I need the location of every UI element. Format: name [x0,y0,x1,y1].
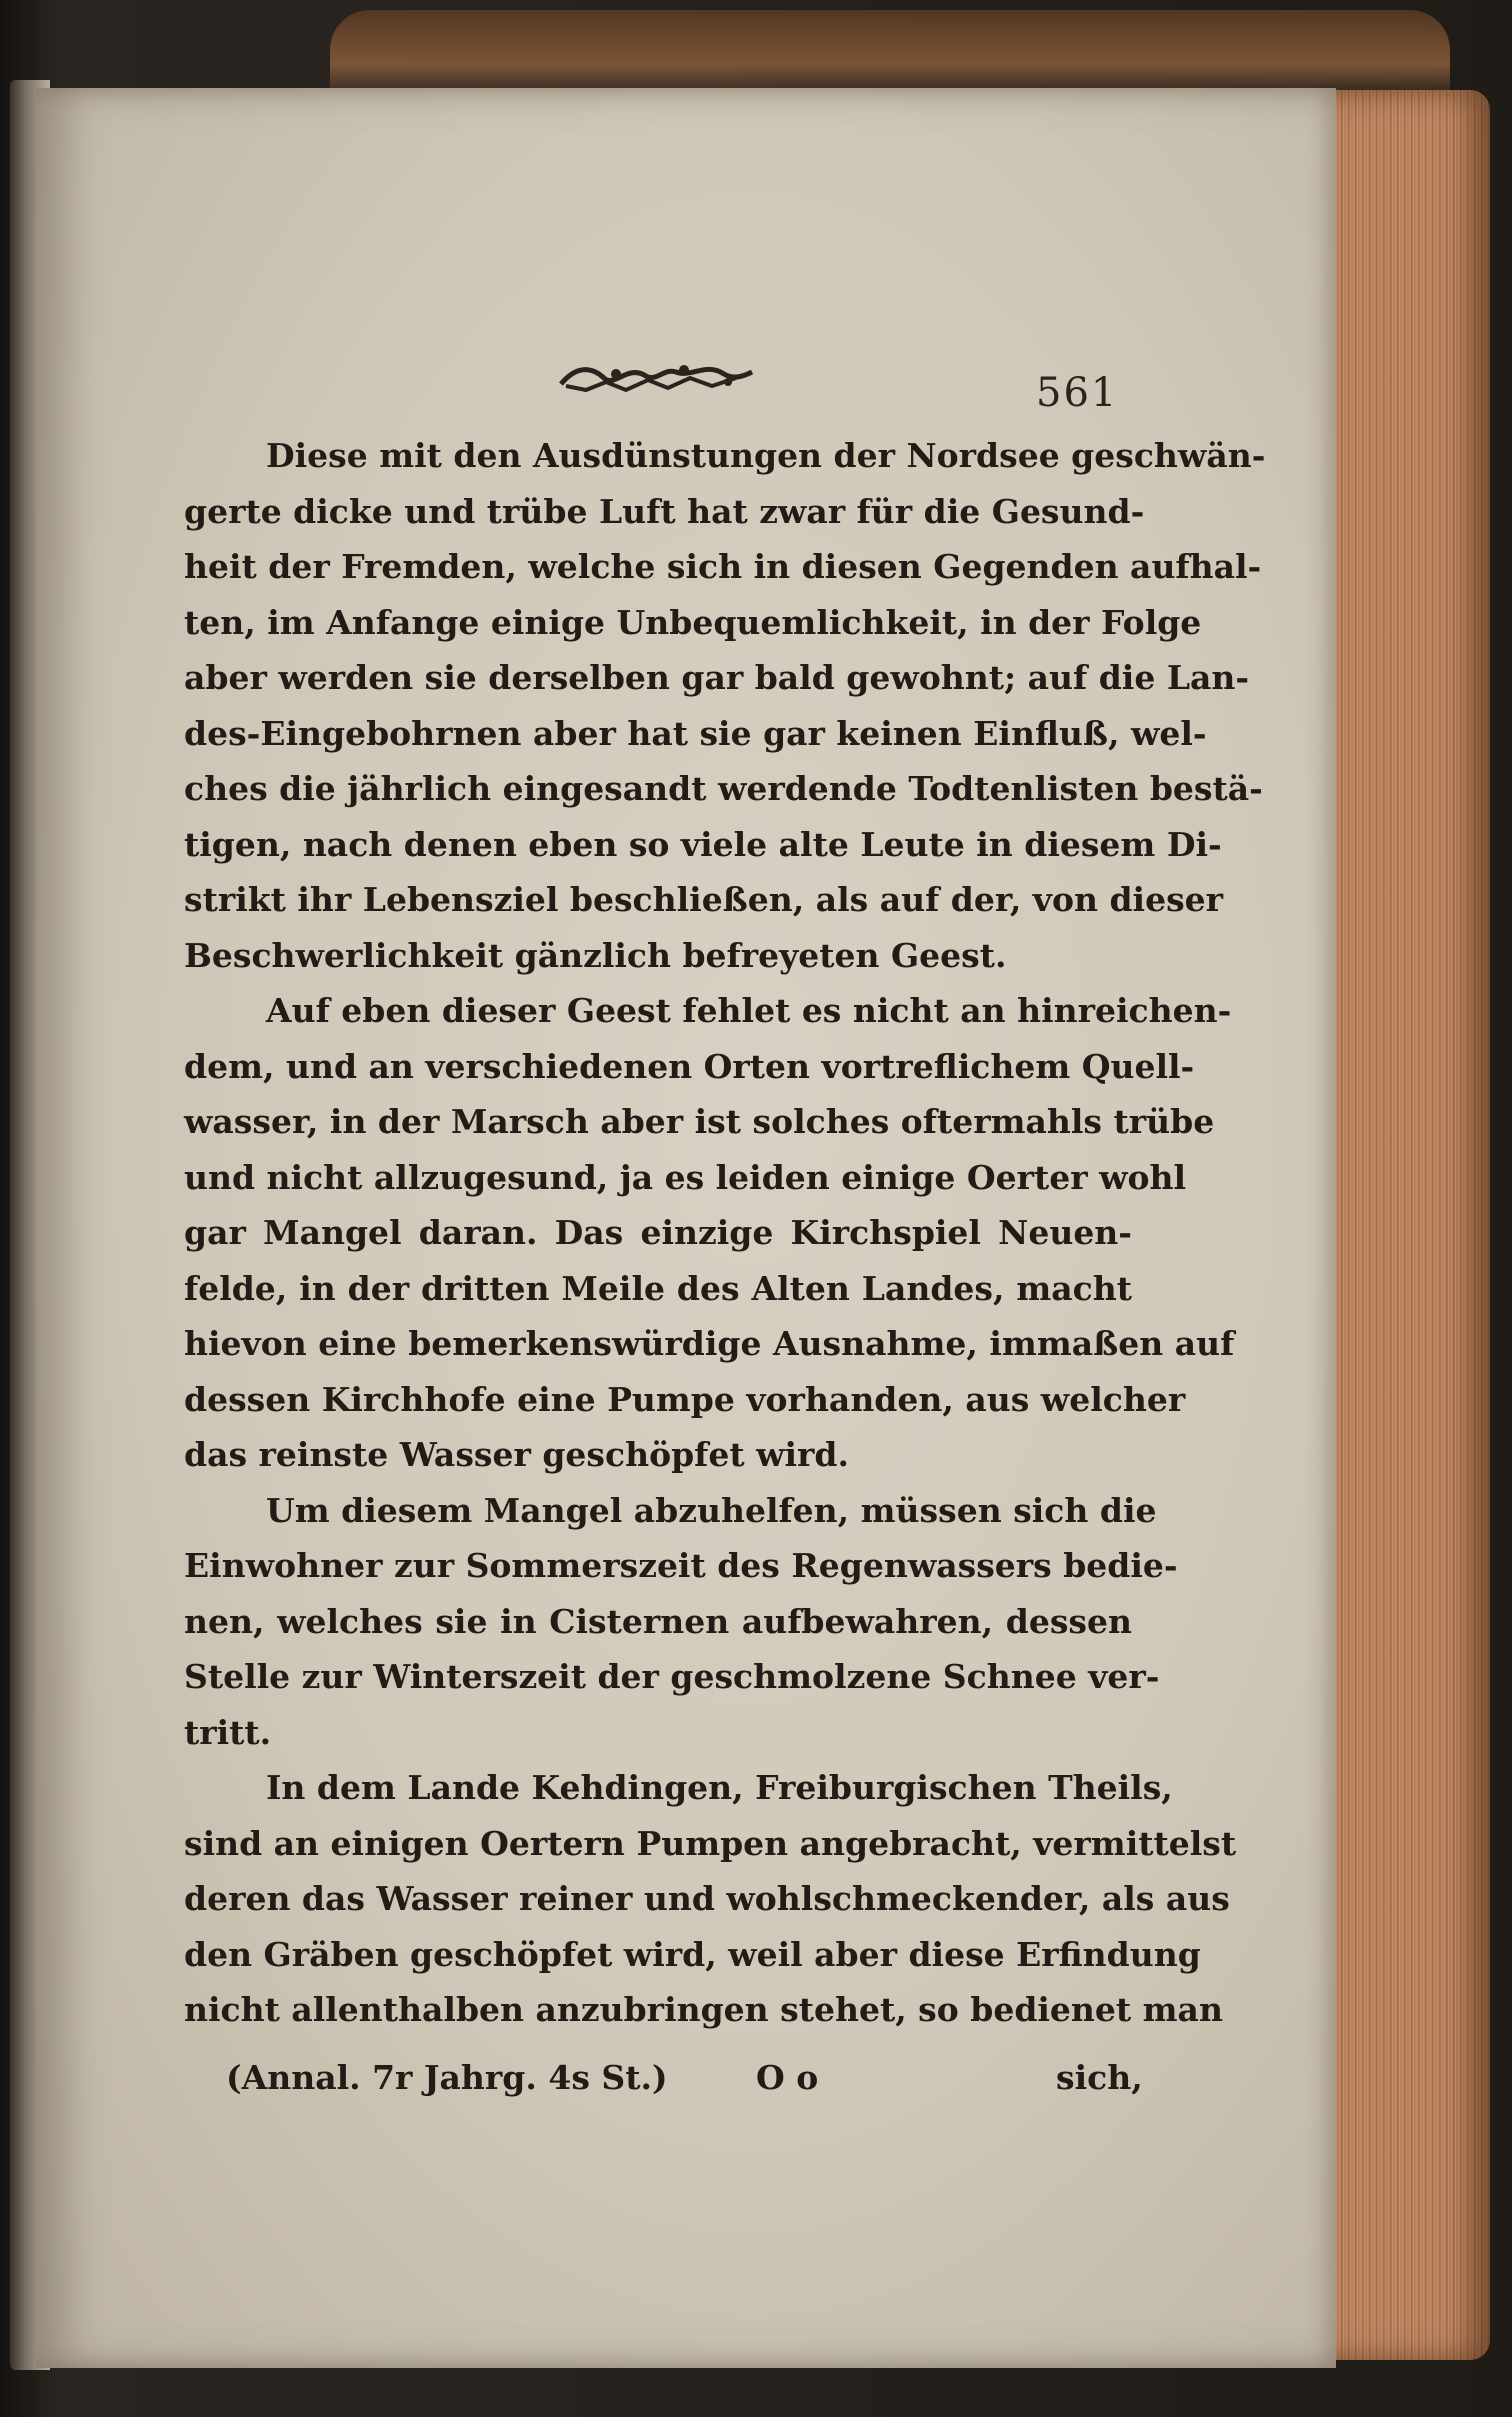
text-line: ches die jährlich eingesandt werdende Todtenlisten bestä- [184,769,1263,808]
text-line: nen, welches sie in Cisternen aufbewahren, dessen [184,1601,1132,1641]
page-number: 561 [1036,370,1119,416]
text-line: gar Mangel daran. Das einzige Kirchspiel Neuen- [184,1213,1132,1252]
text-line: deren das Wasser reiner und wohlschmeckender, als aus [184,1879,1230,1918]
book-page [36,88,1336,2368]
text-line: Diese mit den Ausdünstungen der Nordsee geschwän- [266,436,1266,475]
text-line: Stelle zur Winterszeit der geschmolzene Schnee ver- [184,1657,1160,1696]
page-edge-stack [1330,90,1490,2360]
signature-mark: (Annal. 7r Jahrg. 4s St.) [226,2058,668,2097]
text-line: Um diesem Mangel abzuhelfen, müssen sich die [266,1490,1157,1530]
text-line: das reinste Wasser geschöpfet wird. [184,1435,849,1474]
catchword: sich, [1056,2058,1143,2097]
text-line: und nicht allzugesund, ja es leiden einige Oerter wohl [184,1157,1187,1197]
worn-top-edge [330,10,1450,100]
text-line: felde, in der dritten Meile des Alten Landes, macht [184,1268,1132,1308]
text-line: Einwohner zur Sommerszeit des Regenwassers bedie- [184,1546,1178,1585]
text-line: tigen, nach denen eben so viele alte Leute in diesem Di- [184,824,1222,864]
text-line: hievon eine bemerkenswürdige Ausnahme, immaßen auf [184,1324,1235,1363]
text-line: heit der Fremden, welche sich in diesen Gegenden aufhal- [184,547,1262,586]
text-line: strikt ihr Lebensziel beschließen, als auf der, von dieser [184,880,1224,919]
text-line: In dem Lande Kehdingen, Freiburgischen Theils, [266,1768,1173,1807]
text-line: den Gräben geschöpfet wird, weil aber diese Erfindung [184,1934,1201,1974]
ornamental-vignette-icon [556,356,756,402]
text-line: nicht allenthalben anzubringen stehet, so bedienet man [184,1990,1223,2029]
text-line: tritt. [184,1712,272,1752]
text-line: dessen Kirchhofe eine Pumpe vorhanden, aus welcher [184,1379,1186,1419]
text-line: des-Eingebohrnen aber hat sie gar keinen Einfluß, wel- [184,713,1207,753]
body-text [184,428,1266,2038]
text-line: sind an einigen Oertern Pumpen angebracht, vermittelst [184,1823,1237,1863]
text-line: ten, im Anfange einige Unbequemlichkeit, in der Folge [184,602,1202,642]
text-line: dem, und an verschiedenen Orten vortreflichem Quell- [184,1046,1195,1086]
text-line: wasser, in der Marsch aber ist solches oftermahls trübe [184,1102,1215,1141]
text-line: Auf eben dieser Geest fehlet es nicht an hinreichen- [266,991,1232,1030]
text-line: aber werden sie derselben gar bald gewohnt; auf die Lan- [184,658,1250,697]
text-line: Beschwerlichkeit gänzlich befreyeten Geest. [184,935,1007,975]
text-line: gerte dicke und trübe Luft hat zwar für die Gesund- [184,491,1145,531]
sheet-signature: O o [756,2058,819,2097]
